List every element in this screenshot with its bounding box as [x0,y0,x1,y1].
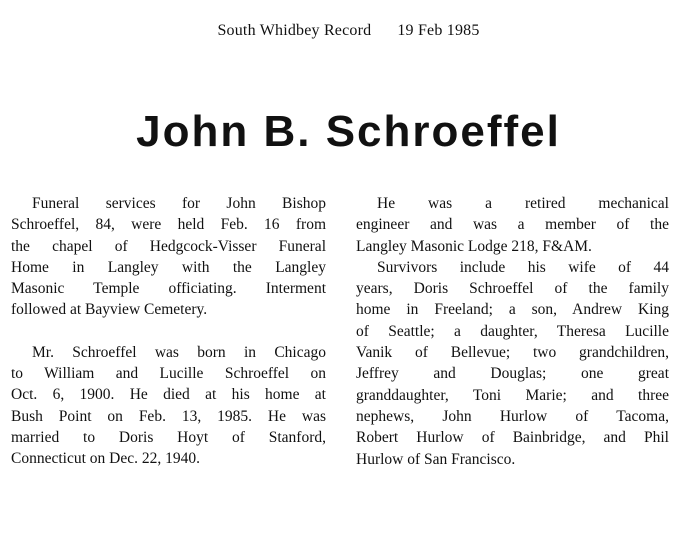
text-line: Survivors include his wife of 44 [377,258,669,276]
text-line: the chapel of Hedgcock-Visser Funeral [11,237,326,255]
publication-name: South Whidbey Record [217,22,372,39]
paragraph-spacer [11,321,326,342]
text-line: to William and Lucille Schroeffel on [11,365,326,383]
text-line: Funeral services for John Bishop [32,195,326,212]
text-line: Robert Hurlow of Bainbridge, and Phil [356,429,669,447]
text-line: of Seattle; a daughter, Theresa Lucille [356,322,669,340]
text-line: Vanik of Bellevue; two grandchildren, [356,344,669,362]
text-line: He was a retired mechanical [377,195,669,212]
text-line: Schroeffel, 84, were held Feb. 16 from [11,216,326,234]
text-line: home in Freeland; a son, Andrew King [356,301,669,319]
text-line: Hurlow of San Francisco. [356,450,516,468]
text-line: nephews, John Hurlow of Tacoma, [356,407,669,425]
text-line: Connecticut on Dec. 22, 1940. [11,450,200,468]
obituary-headline: John B. Schroeffel [136,107,561,156]
text-line: granddaughter, Toni Marie; and three [356,386,669,404]
right-paragraph-1 [356,193,669,257]
text-line: years, Doris Schroeffel of the family [356,280,669,298]
text-line: Oct. 6, 1900. He died at his home at [11,386,326,404]
text-line: Bush Point on Feb. 13, 1985. He was [11,407,326,425]
left-paragraph-1 [11,193,326,321]
text-line: Home in Langley with the Langley [11,258,326,276]
text-line: Langley Masonic Lodge 218, F&AM. [356,237,592,255]
text-line: Masonic Temple officiating. Interment [11,280,326,298]
left-column [11,193,326,470]
text-line: Jeffrey and Douglas; one great [356,365,669,383]
text-line: married to Doris Hoyt of Stanford, [11,428,326,446]
right-column [356,193,669,470]
right-paragraph-2 [356,257,669,470]
publication-header [0,22,697,40]
publication-date: 19 Feb 1985 [397,22,480,39]
text-line: Mr. Schroeffel was born in Chicago [32,343,326,361]
text-line: followed at Bayview Cemetery. [11,301,208,319]
left-paragraph-2 [11,342,326,470]
text-line: engineer and was a member of the [356,216,669,234]
